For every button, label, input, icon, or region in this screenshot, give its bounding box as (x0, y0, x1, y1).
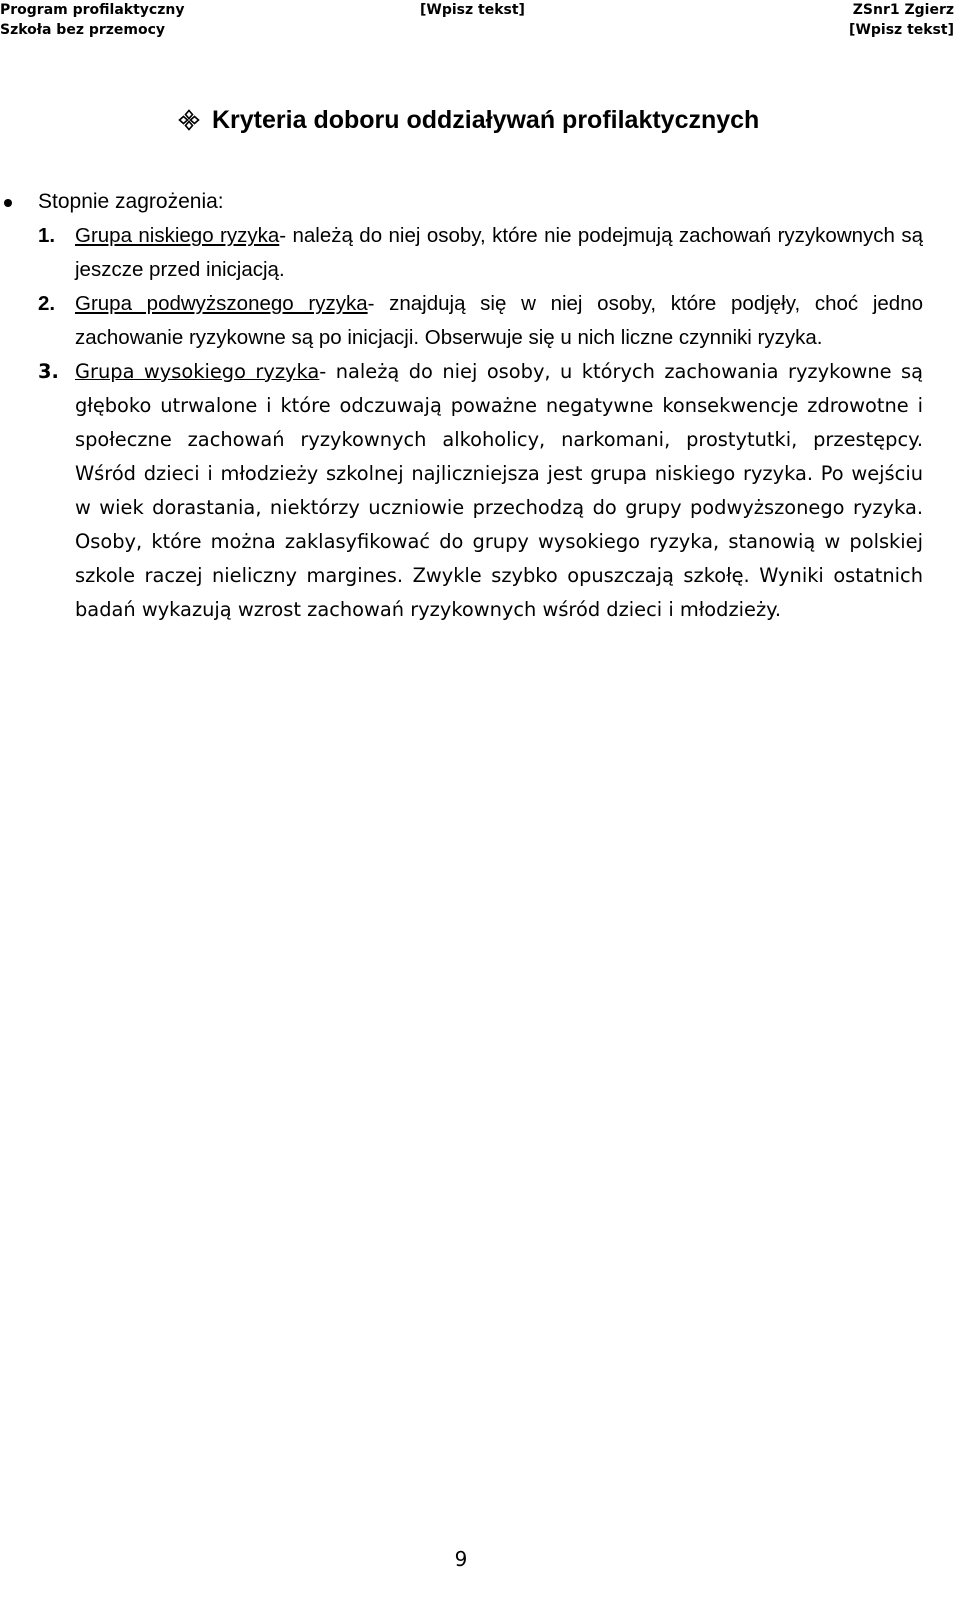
page-number: 9 (454, 1547, 468, 1571)
four-diamond-ornament-icon (178, 109, 200, 131)
header-school-name: ZSnr1 Zgierz (852, 2, 954, 18)
document-body (0, 185, 960, 627)
header-center (420, 0, 620, 20)
header-program-title: Program profilaktyczny (0, 2, 185, 18)
item-number: 1. (38, 224, 56, 247)
bullet-dot-icon (4, 199, 12, 207)
page-header (0, 0, 960, 42)
item-number: 3. (38, 360, 59, 383)
item-term: Grupa niskiego ryzyka (75, 224, 280, 247)
header-right (849, 0, 954, 40)
numbered-item-2 (38, 287, 923, 355)
item-term: Grupa wysokiego ryzyka (75, 360, 320, 383)
header-left (0, 0, 184, 40)
bullet-label: Stopnie zagrożenia: (38, 190, 224, 213)
item-text: - należą do niej osoby, które nie podejmują zachowań ryzykownych są jeszcze przed inicjacją. (75, 224, 923, 281)
numbered-item-3 (38, 355, 923, 627)
section-heading (178, 105, 938, 135)
numbered-item-1 (38, 219, 923, 287)
bullet-item (0, 185, 960, 219)
header-right-placeholder: [Wpisz tekst] (849, 22, 954, 38)
item-text: - należą do niej osoby, u których zachowania ryzykowne są głęboko utrwalone i które odczuwają poważne negatywne konsekwencje zdrowotne i społeczne zachowań ryzykownych alkoholicy, narkomani, prostytutki, przestępcy. Wśród dzieci i młodzieży szkolnej najliczniejsza jest grupa niskiego ryzyka. Po wejściu w wiek dorastania, niektórzy uczniowie przechodzą do grupy podwyższonego ryzyka. Osoby, które można zaklasyfikować do grupy wysokiego ryzyka, stanowią w polskiej szkole raczej nieliczny margines. Zwykle szybko opuszczają szkołę. Wyniki ostatnich badań wykazują wzrost zachowań ryzykownych wśród dzieci i młodzieży. (75, 360, 923, 621)
header-center-placeholder: [Wpisz tekst] (420, 2, 525, 18)
item-text: - znajdują się w niej osoby, które podjęły, choć jedno zachowanie ryzykowne są po inicjacji. Obserwuje się u nich liczne czynniki ryzyka. (75, 292, 923, 349)
item-number: 2. (38, 292, 56, 315)
section-heading-text: Kryteria doboru oddziaływań profilaktycznych (212, 106, 760, 134)
item-term: Grupa podwyższonego ryzyka (75, 292, 368, 315)
header-program-subtitle: Szkoła bez przemocy (0, 22, 166, 38)
